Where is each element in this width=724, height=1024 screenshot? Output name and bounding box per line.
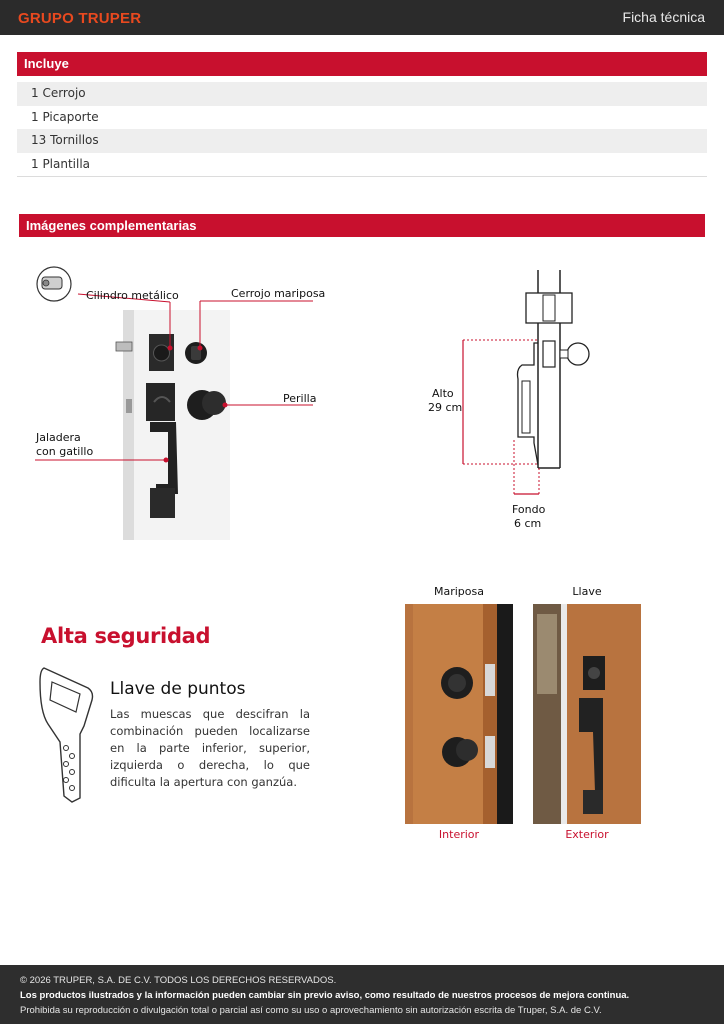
callout-perilla: Perilla [283,392,317,405]
footer-notice: Los productos ilustrados y la información pueden cambiar sin previo aviso, como resultado de nuestros procesos de mejora continua. [20,990,630,1001]
cylinder-icon [37,267,71,301]
dimple-key-icon [36,662,100,804]
interior-photo [405,604,513,824]
key-type-title: Llave de puntos [110,679,246,699]
dimension-drawing [450,265,610,505]
callout-cerrojo: Cerrojo mariposa [231,287,326,300]
callout-jaladera-line1: Jaladera [36,431,81,444]
list-item: 1 Plantilla [31,156,91,171]
list-item: 13 Tornillos [17,129,707,153]
depth-label: Fondo [512,503,546,516]
photo-right-caption: Exterior [565,828,609,841]
document-type: Ficha técnica [622,9,705,25]
photo-left-caption: Interior [438,828,480,841]
depth-value: 6 cm [514,517,542,530]
height-value: 29 cm [428,401,463,414]
footer [0,965,724,1024]
security-heading: Alta seguridad [41,624,211,648]
top-bar [0,0,724,35]
includes-section-title: Incluye [17,52,707,76]
key-type-description: Las muescas que descifran la combinación pueden localizarse en la parte inferior, superior, izquierda o derecha, lo que dificulta la apertura con ganzúa. [110,707,310,789]
footer-copyright: © 2026 TRUPER, S.A. DE C.V. TODOS LOS DERECHOS RESERVADOS. [20,975,337,986]
list-item: 1 Cerrojo [17,82,707,106]
callout-jaladera-line2: con gatillo [36,445,94,458]
footer-legal: Prohibida su reproducción o divulgación total o parcial así como su uso o aprovechamiento sin autorización escrita de Truper, S.A. de C.V. [20,1005,602,1016]
exterior-photo [533,604,641,824]
list-item: 1 Picaporte [31,109,99,124]
height-label: Alto [432,387,454,400]
photo-left-label: Mariposa [434,585,484,598]
images-section-title: Imágenes complementarias [19,214,705,237]
brand-logo: GRUPO TRUPER [18,10,142,27]
photo-right-label: Llave [572,585,602,598]
callout-cilindro: Cilindro metálico [86,289,179,302]
includes-list [17,82,707,177]
